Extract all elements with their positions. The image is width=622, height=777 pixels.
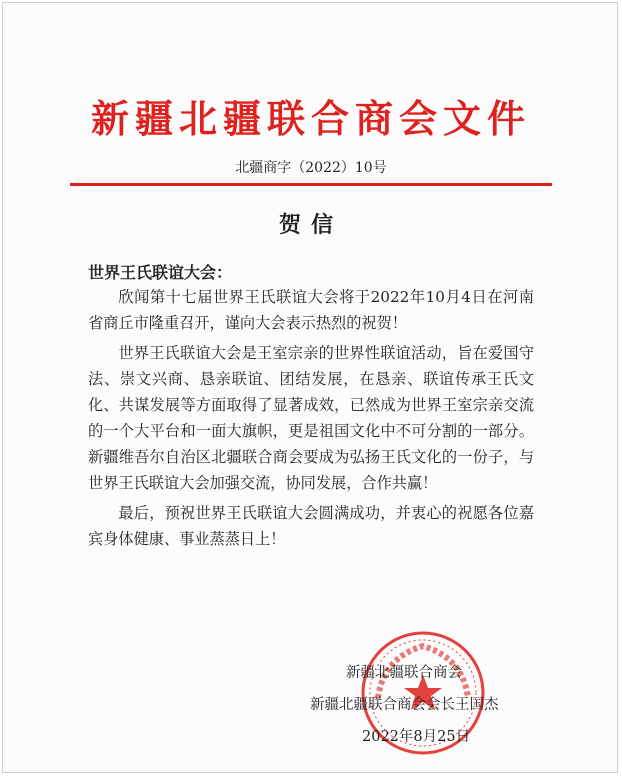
letter-paragraph: 世界王氏联谊大会是王室宗亲的世界性联谊活动，旨在爱国守法、崇文兴商、恳亲联谊、团结发展，在恳亲、联谊传承王氏文化、共谋发展等方面取得了显著成效，已然成为世界王室宗亲交流的一个大平台和一面大旗帜，更是祖国文化中不可分割的一部分。新疆维吾尔自治区北疆联合商会要成为弘扬王氏文化的一份子，与世界王氏联谊大会加强交流，协同发展，合作共赢！	[88, 344, 534, 492]
document-number: 北疆商字（2022）10号	[235, 160, 387, 176]
signature-person: 新疆北疆联合商会会长王国杰	[310, 697, 499, 713]
letter-salutation: 世界王氏联谊大会：	[88, 263, 233, 282]
letter-paragraph: 最后，预祝世界王氏联谊大会圆满成功，并衷心的祝愿各位嘉宾身体健康、事业蒸蒸日上！	[88, 504, 534, 548]
header-red-rule	[70, 183, 552, 186]
letter-paragraph: 欣闻第十七届世界王氏联谊大会将于2022年10月4日在河南省商丘市隆重召开，谨向大会表示热烈的祝贺！	[88, 288, 534, 332]
document-header-title: 新疆北疆联合商会文件	[90, 97, 531, 141]
signature-organization: 新疆北疆联合商会	[346, 665, 462, 681]
signature-date: 2022年8月25日	[362, 729, 471, 745]
letter-subject: 贺信	[278, 213, 343, 238]
letter-body	[88, 284, 534, 556]
